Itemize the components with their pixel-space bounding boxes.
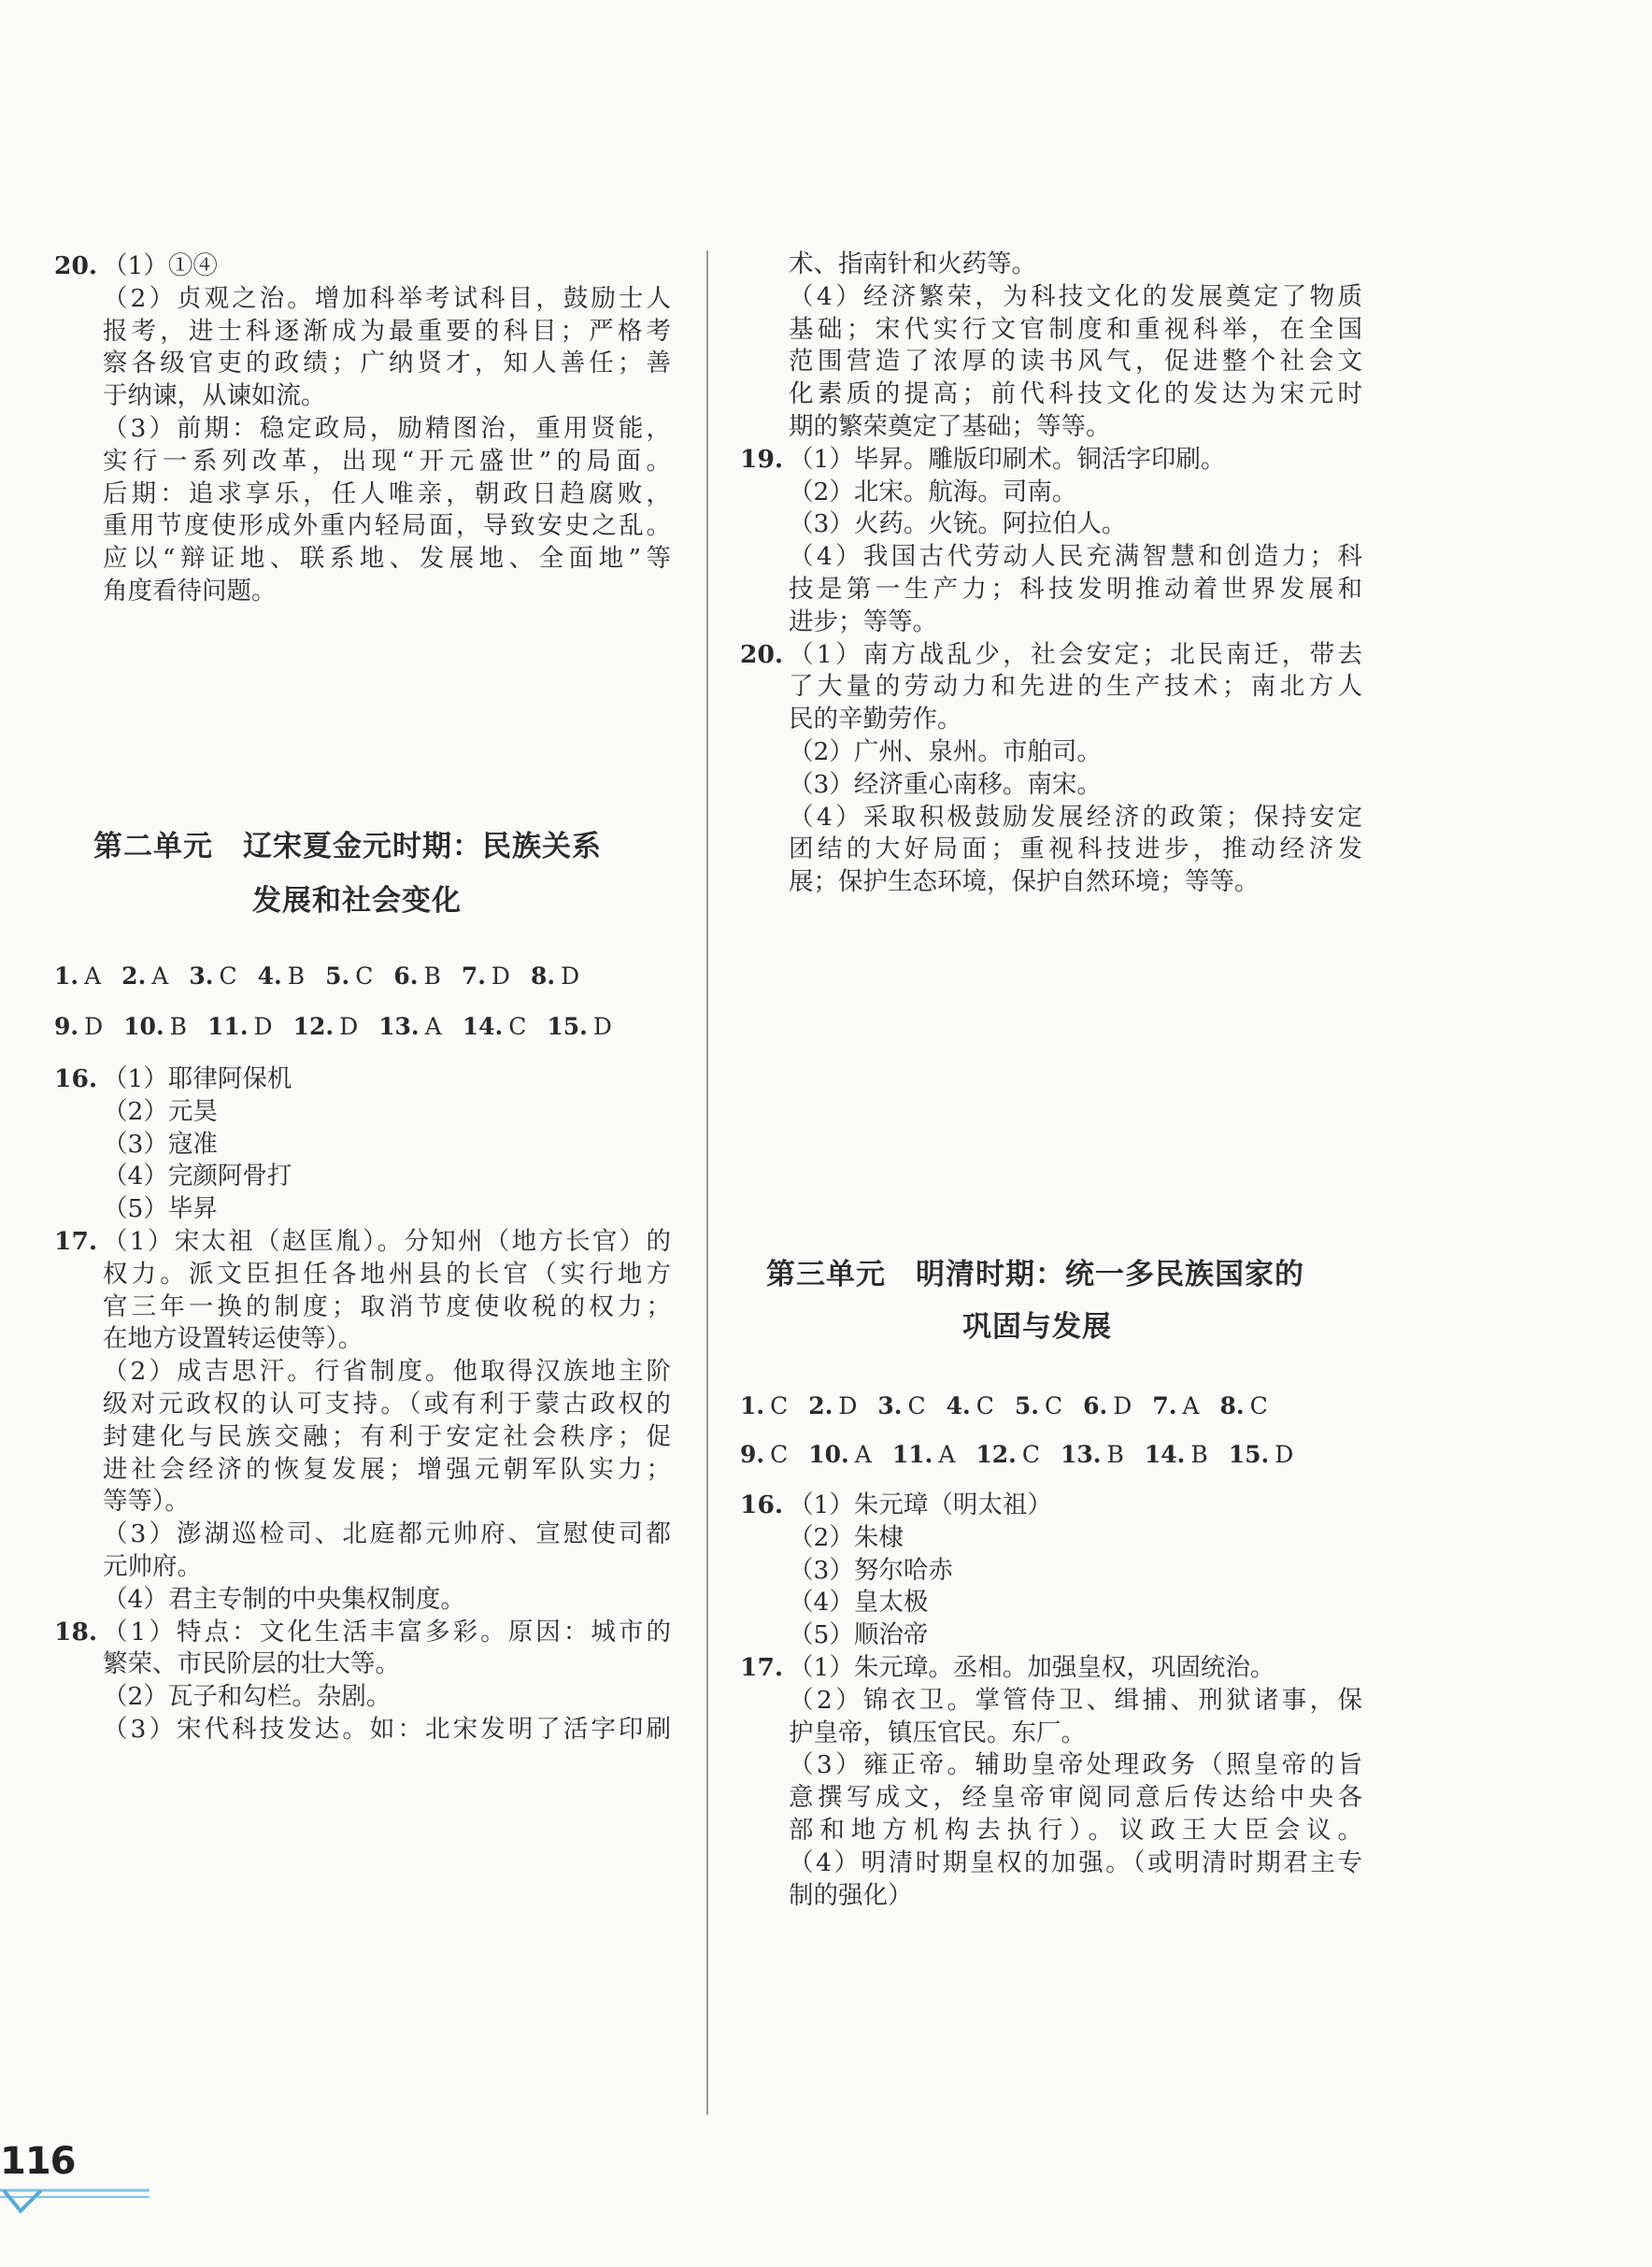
text-line (789, 738, 1102, 766)
line-text: （2）贞观之治。增加科举考试科目，鼓励士人 (103, 283, 671, 313)
line-text: （3）经济重心南移。南宋。 (789, 769, 1102, 799)
mc-number: 5. (325, 962, 350, 990)
line-text: （1）耶律阿保机 (103, 1064, 292, 1093)
line-text: （1）宋太祖（赵匡胤）。分知州（地方长官）的 (103, 1227, 671, 1256)
text-line (789, 478, 1076, 506)
text-line (789, 1589, 928, 1617)
text-line (54, 1228, 671, 1256)
mc-answer (947, 1392, 994, 1419)
mc-number: 14. (1144, 1441, 1186, 1468)
line-text: （3）前期：稳定政局，励精图治，重用贤能， (103, 414, 671, 443)
mc-letter: D (561, 962, 580, 990)
mc-answer (892, 1441, 956, 1468)
mc-number: 12. (292, 1013, 335, 1040)
text-line (789, 1524, 904, 1552)
mc-answer-row (54, 962, 600, 991)
mc-letter: D (1113, 1392, 1132, 1419)
mc-number: 6. (393, 962, 419, 990)
text-line (789, 1719, 1086, 1747)
mc-letter: A (1182, 1392, 1200, 1419)
mc-number: 2. (808, 1392, 833, 1419)
question-number: 17. (740, 1653, 784, 1682)
line-text: 团结的大好局面；重视科技进步，推动经济发 (789, 834, 1362, 864)
mc-number: 9. (54, 1013, 79, 1040)
mc-answer (877, 1392, 925, 1419)
line-text: 展；保护生态环境，保护自然环境；等等。 (789, 867, 1260, 897)
mc-letter: C (770, 1441, 789, 1468)
text-line (740, 446, 1225, 474)
line-text: 意撰写成文，经皇帝审阅同意后传达给中央各 (789, 1783, 1362, 1813)
mc-number: 11. (891, 1441, 933, 1468)
line-text: （1）毕昇。雕版印刷术。铜活字印刷。 (789, 444, 1226, 474)
line-text: （4）完颜阿骨打 (103, 1162, 292, 1191)
question-number: 17. (54, 1227, 98, 1256)
text-line (789, 1557, 953, 1585)
question-number: 20. (740, 639, 784, 669)
mc-letter: C (1045, 1392, 1063, 1419)
mc-answer (54, 1013, 103, 1040)
mc-number: 4. (946, 1392, 971, 1419)
mc-answer (547, 1013, 612, 1040)
mc-letter: A (938, 1441, 956, 1468)
text-line (789, 1817, 1362, 1845)
question-number: 16. (54, 1064, 98, 1093)
text-line (103, 1131, 218, 1159)
line-text: 应以“辩证地、联系地、发展地、全面地”等 (103, 544, 671, 574)
mc-answer (1145, 1441, 1208, 1468)
line-text: （3）寇准 (103, 1129, 218, 1159)
mc-letter: A (854, 1441, 872, 1468)
mc-answer (1015, 1392, 1062, 1419)
text-line (789, 413, 1111, 441)
mc-letter: C (770, 1392, 789, 1419)
text-line (54, 252, 218, 280)
text-line (789, 510, 1126, 538)
text-line (789, 1621, 928, 1649)
mc-letter: A (151, 962, 169, 990)
mc-answer (325, 962, 373, 990)
mc-number: 2. (121, 962, 147, 990)
line-text: （5）顺治帝 (789, 1620, 929, 1650)
mc-number: 5. (1014, 1392, 1040, 1419)
text-line (789, 673, 1362, 701)
mc-answer (463, 1013, 527, 1040)
text-line (103, 1195, 218, 1223)
mc-answer (1219, 1392, 1267, 1419)
line-text: （2）成吉思汗。行省制度。他取得汉族地主阶 (103, 1357, 671, 1387)
mc-answer (1061, 1441, 1124, 1468)
line-text: （4）皇太极 (789, 1588, 929, 1618)
mc-number: 12. (976, 1441, 1017, 1468)
line-text: （3）火药。火铳。阿拉伯人。 (789, 509, 1127, 539)
line-text: （1）特点：文化生活丰富多彩。原因：城市的 (103, 1617, 671, 1647)
text-line (103, 318, 671, 346)
mc-answer (462, 962, 510, 990)
mc-answer (123, 1013, 187, 1040)
line-text: 进步；等等。 (789, 606, 937, 636)
question-number: 16. (740, 1490, 784, 1519)
mc-answer (740, 1392, 788, 1419)
text-line (103, 285, 671, 313)
mc-answer (740, 1441, 788, 1468)
text-line (789, 1751, 1362, 1779)
text-line (789, 706, 962, 734)
text-line (103, 1520, 671, 1548)
page-chevron-decoration (0, 2185, 150, 2218)
unit-title: 发展和社会变化 (252, 884, 462, 918)
text-line (103, 480, 671, 508)
mc-answer (531, 962, 579, 990)
text-line (54, 1618, 671, 1647)
mc-answer-row (54, 1013, 633, 1041)
text-line (54, 1065, 292, 1093)
text-line (103, 382, 326, 410)
text-line (103, 1162, 292, 1191)
line-text: （2）广州、泉州。市舶司。 (789, 737, 1102, 766)
unit-title: 第三单元 明清时期：统一多民族国家的 (766, 1258, 1304, 1291)
text-line (103, 1650, 400, 1678)
line-text: 了大量的劳动力和先进的生产技术；南北方人 (789, 672, 1362, 702)
line-text: 于纳谏，从谏如流。 (103, 381, 326, 411)
mc-answer (293, 1013, 359, 1040)
line-text: 等等）。 (103, 1487, 190, 1517)
mc-answer (378, 1013, 442, 1040)
mc-answer (189, 962, 236, 990)
line-text: （4）我国古代劳动人民充满智慧和创造力；科 (789, 542, 1362, 572)
line-text: 级对元政权的认可支持。（或有利于蒙古政权的 (103, 1390, 671, 1419)
mc-letter: A (84, 962, 102, 990)
text-line (740, 1491, 1052, 1519)
line-text: 制的强化） (789, 1880, 913, 1910)
mc-number: 6. (1083, 1392, 1108, 1419)
mc-number: 15. (547, 1013, 588, 1040)
text-line (789, 1687, 1362, 1715)
mc-number: 1. (54, 962, 79, 990)
mc-letter: C (508, 1013, 527, 1040)
line-text: （1）朱元璋。丞相。加强皇权，巩固统治。 (789, 1653, 1275, 1682)
mc-letter: D (339, 1013, 359, 1040)
line-text: 基础；宋代实行文官制度和重视科举，在全国 (789, 314, 1362, 344)
mc-answer (207, 1013, 273, 1040)
mc-letter: C (219, 962, 237, 990)
text-line (789, 771, 1102, 799)
line-text: （1）朱元璋（明太祖） (789, 1490, 1052, 1519)
mc-letter: B (169, 1013, 188, 1040)
text-line (789, 250, 1036, 278)
mc-letter: D (592, 1013, 612, 1040)
text-line (103, 577, 277, 606)
mc-letter: D (491, 962, 510, 990)
question-number: 18. (54, 1617, 98, 1647)
text-line (103, 1423, 671, 1451)
line-text: （2）元昊 (103, 1096, 218, 1126)
line-text: 化素质的提高；前代科技文化的发达为宋元时 (789, 379, 1362, 409)
text-line (103, 1488, 190, 1516)
line-text: 角度看待问题。 (103, 577, 277, 606)
text-line (789, 543, 1362, 571)
mc-letter: C (907, 1392, 926, 1419)
text-line (103, 1293, 671, 1321)
text-line (789, 348, 1362, 376)
mc-letter: B (423, 962, 441, 990)
text-line (103, 1456, 671, 1484)
mc-answer (258, 962, 305, 990)
text-line (740, 641, 1362, 669)
line-text: 实行一系列改革，出现“开元盛世”的局面。 (103, 446, 671, 476)
mc-number: 14. (462, 1013, 504, 1040)
line-text: （4）明清时期皇权的加强。（或明清时期君主专 (789, 1847, 1362, 1877)
text-line (103, 1683, 391, 1711)
line-text: （3）澎湖巡检司、北庭都元帅府、宣慰使司都 (103, 1519, 671, 1549)
mc-number: 9. (740, 1441, 765, 1468)
line-text: 权力。派文臣担任各地州县的长官（实行地方 (103, 1259, 671, 1289)
mc-letter: C (976, 1392, 994, 1419)
text-line (103, 448, 671, 476)
mc-number: 15. (1228, 1441, 1270, 1468)
mc-letter: D (84, 1013, 104, 1040)
mc-number: 1. (740, 1392, 765, 1419)
text-line (789, 576, 1362, 604)
line-text: （2）瓦子和勾栏。杂剧。 (103, 1682, 392, 1712)
mc-letter: D (253, 1013, 273, 1040)
text-line (789, 804, 1362, 832)
line-text: （5）毕昇 (103, 1194, 218, 1224)
line-text: 重用节度使形成外重内轻局面，导致安史之乱。 (103, 511, 671, 541)
question-number: 19. (740, 444, 784, 474)
mc-number: 7. (461, 962, 486, 990)
mc-number: 10. (123, 1013, 164, 1040)
text-line (103, 1358, 671, 1386)
mc-number: 8. (1219, 1392, 1245, 1419)
text-line (103, 512, 671, 540)
line-text: 进社会经济的恢复发展；增强元朝军队实力； (103, 1454, 671, 1484)
text-line (103, 1261, 671, 1289)
mc-letter: C (1249, 1392, 1268, 1419)
text-line (103, 349, 671, 378)
mc-number: 10. (808, 1441, 849, 1468)
line-text: 术、指南针和火药等。 (789, 250, 1036, 278)
text-line (740, 1654, 1275, 1682)
line-text: 期的繁荣奠定了基础；等等。 (789, 412, 1111, 441)
mc-letter: D (838, 1392, 858, 1419)
column-divider (706, 250, 708, 2115)
mc-number: 11. (207, 1013, 249, 1040)
line-text: 民的辛勤劳作。 (789, 705, 962, 734)
line-text: 报考，进士科逐渐成为最重要的科目；严格考 (103, 316, 671, 346)
mc-number: 7. (1152, 1392, 1177, 1419)
text-line (789, 1849, 1362, 1877)
text-line (789, 316, 1362, 344)
line-text: （2）北宋。航海。司南。 (789, 477, 1077, 506)
text-line (789, 608, 937, 636)
line-text: （1）①④ (103, 251, 218, 280)
text-line (103, 545, 671, 573)
line-text: 范围营造了浓厚的读书风气，促进整个社会文 (789, 347, 1362, 377)
mc-letter: D (1275, 1441, 1294, 1468)
line-text: 元帅府。 (103, 1552, 202, 1581)
line-text: 察各级官吏的政绩；广纳贤才，知人善任；善 (103, 349, 671, 378)
line-text: （2）朱棣 (789, 1522, 904, 1552)
text-line (789, 835, 1362, 863)
line-text: （4）经济繁荣，为科技文化的发展奠定了物质 (789, 281, 1362, 311)
mc-number: 8. (530, 962, 556, 990)
line-text: （3）宋代科技发达。如：北宋发明了活字印刷 (103, 1715, 671, 1744)
mc-answer (808, 1392, 857, 1419)
mc-letter: C (1021, 1441, 1041, 1468)
text-line (103, 1553, 202, 1581)
line-text: 在地方设置转运使等）。 (103, 1324, 363, 1354)
line-text: 封建化与民族交融；有利于安定社会秩序；促 (103, 1421, 671, 1451)
line-text: （2）锦衣卫。掌管侍卫、缉捕、刑狱诸事，保 (789, 1685, 1362, 1715)
text-line (789, 1784, 1362, 1812)
mc-letter: B (287, 962, 306, 990)
text-line (789, 283, 1362, 311)
line-text: （4）君主专制的中央集权制度。 (103, 1584, 465, 1614)
mc-answer (1083, 1392, 1132, 1419)
text-line (789, 868, 1260, 896)
line-text: 官三年一换的制度；取消节度使收税的权力； (103, 1291, 671, 1321)
mc-answer (808, 1441, 872, 1468)
mc-answer (1229, 1441, 1294, 1468)
text-line (789, 380, 1362, 408)
text-line (103, 1098, 218, 1126)
unit-title: 巩固与发展 (962, 1310, 1112, 1344)
mc-number: 3. (189, 962, 214, 990)
mc-number: 4. (257, 962, 282, 990)
line-text: 繁荣、市民阶层的壮大等。 (103, 1649, 400, 1679)
mc-letter: C (355, 962, 374, 990)
unit-title: 第二单元 辽宋夏金元时期：民族关系 (93, 830, 602, 863)
mc-answer (393, 962, 440, 990)
line-text: （3）努尔哈赤 (789, 1555, 953, 1585)
mc-answer (54, 962, 101, 990)
mc-letter: A (424, 1013, 442, 1040)
mc-number: 13. (378, 1013, 420, 1040)
mc-answer-row (740, 1392, 1289, 1420)
text-line (103, 1716, 671, 1744)
mc-answer-row (740, 1441, 1314, 1469)
mc-letter: B (1106, 1441, 1124, 1468)
line-text: 后期：追求享乐，任人唯亲，朝政日趋腐败， (103, 478, 671, 508)
question-number: 20. (54, 251, 98, 280)
text-line (103, 1325, 363, 1353)
page-number: 116 (0, 2140, 76, 2183)
text-line (103, 1390, 671, 1419)
line-text: （3）雍正帝。辅助皇帝处理政务（照皇帝的旨 (789, 1750, 1362, 1780)
mc-number: 13. (1061, 1441, 1102, 1468)
mc-number: 3. (877, 1392, 903, 1419)
mc-letter: B (1190, 1441, 1208, 1468)
text-line (103, 1586, 465, 1614)
line-text: （1）南方战乱少，社会安定；北民南迁，带去 (789, 639, 1362, 669)
line-text: 护皇帝，镇压官民。东厂。 (789, 1718, 1086, 1747)
line-text: （4）采取积极鼓励发展经济的政策；保持安定 (789, 802, 1362, 832)
mc-answer (1152, 1392, 1199, 1419)
line-text: 部和地方机构去执行）。议政王大臣会议。 (789, 1816, 1362, 1845)
line-text: 技是第一生产力；科技发明推动着世界发展和 (789, 575, 1362, 604)
text-line (789, 1882, 913, 1910)
mc-answer (976, 1441, 1040, 1468)
text-line (103, 415, 671, 443)
mc-answer (121, 962, 168, 990)
